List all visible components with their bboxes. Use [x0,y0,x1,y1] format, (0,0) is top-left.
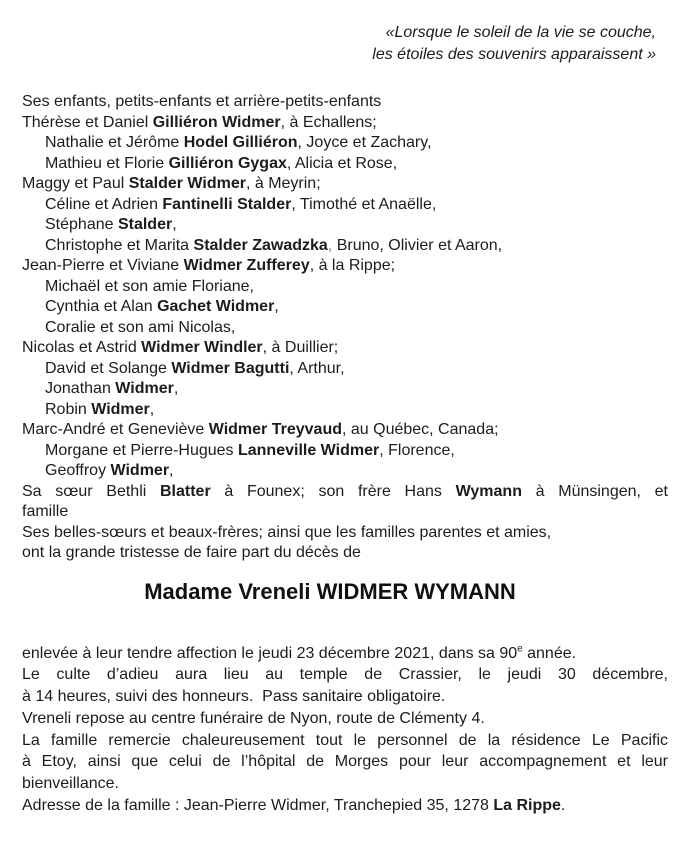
family-name-bold: Hodel Gilliéron [183,134,298,151]
text-segment: , [327,236,333,254]
text-segment: Sa sœur Bethli [22,482,160,500]
text-segment: , [274,298,279,315]
family-name-bold: Widmer [91,400,150,418]
text-segment: , Timothé et Anaëlle, [291,195,437,213]
text-segment: enlevée à leur tendre affection le jeudi 23 décembre 2021, dans sa 90 [22,644,518,662]
family-line [22,523,668,544]
deceased-name-title: Madame Vreneli WIDMER WYMANN [144,578,516,604]
text-segment: Stéphane [45,216,118,233]
text-segment: Maggy et Paul [22,175,129,192]
text-segment: Mathieu et Florie [45,154,169,172]
text-segment: Marc-André et Geneviève [22,421,209,438]
text-segment: à Founex; son frère Hans [210,482,456,500]
text-segment: année. [522,644,577,662]
text-segment: Robin [45,400,92,418]
text-segment: Nathalie et Jérôme [45,134,184,151]
text-segment: , à Meyrin; [245,175,321,192]
text-segment: , [172,216,177,233]
text-segment: , Arthur, [289,359,345,377]
detail-line [22,751,668,773]
text-segment: , [149,400,155,418]
family-name-bold: Gilliéron Widmer [152,113,281,131]
family-name-bold: Stalder Zawadzka [193,236,328,254]
family-line [22,338,668,359]
text-segment: Christophe et Marita [45,236,194,254]
family-name-bold: Widmer [110,462,170,479]
family-line [22,297,668,318]
text-segment: , au Québec, Canada; [341,421,499,438]
family-name-bold: Stalder [117,216,173,233]
text-segment: Vreneli repose au centre funéraire de Nyon, route de Clémenty 4. [22,709,485,727]
text-segment: Cynthia et Alan [45,298,158,315]
text-segment: . [560,797,566,815]
text-segment: Coralie et son ami Nicolas, [45,318,236,336]
text-segment: Jean-Pierre et Viviane [22,257,184,274]
text-segment: famille [22,503,69,520]
text-segment: bienveillance. [22,775,119,793]
quote-line-2: les étoiles des souvenirs apparaissent » [372,46,656,63]
family-line [22,482,668,503]
text-segment: ont la grande tristesse de faire part du décès de [22,544,361,561]
family-name-bold: Widmer [115,380,174,397]
text-segment: Bruno, Olivier et Aaron, [332,236,503,254]
text-segment: Nicolas et Astrid [22,339,142,356]
family-line [22,441,668,462]
family-name-bold: La Rippe [493,797,561,815]
family-line [22,359,668,380]
family-name-bold: Lanneville Widmer [237,441,380,459]
text-segment: , à Duillier; [262,339,339,356]
text-segment: Thérèse et Daniel [22,113,153,131]
family-name-bold: Widmer Windler [141,339,263,356]
text-segment: Geoffroy [45,462,111,479]
text-segment: à Etoy, ainsi que celui de l’hôpital de Morges pour leur accompagnement et leur [22,753,668,771]
family-name-bold: Wymann [455,482,522,500]
text-segment: , [173,380,179,397]
text-segment: Adresse de la famille : Jean-Pierre Widmer, Tranchepied 35, 1278 [22,797,494,815]
family-line [22,174,668,195]
text-segment: à Münsingen, et [521,482,668,500]
text-segment: à 14 heures, suivi des honneurs. Pass sanitaire obligatoire. [22,688,446,706]
text-segment: Ses belles-sœurs et beaux-frères; ainsi que les familles parentes et amies, [22,523,552,541]
text-segment: , [169,462,174,479]
family-name-bold: Gachet Widmer [157,298,275,315]
family-list [22,92,668,564]
family-name-bold: Fantinelli Stalder [162,195,292,213]
family-line [22,215,668,236]
family-name-bold: Stalder Widmer [128,175,246,192]
detail-line [22,708,668,730]
family-line [22,400,668,421]
family-name-bold: Widmer Treyvaud [208,421,342,438]
text-segment: , à Echallens; [280,113,377,131]
quote-line-1: «Lorsque le soleil de la vie se couche, [385,24,656,41]
text-segment: David et Solange [45,359,172,377]
text-segment: , Florence, [379,441,455,459]
family-name-bold: Widmer Bagutti [171,359,290,377]
text-segment: Ses enfants, petits-enfants et arrière-petits-enfants [22,93,382,110]
family-line [22,113,668,134]
family-line [22,154,668,175]
detail-line [22,643,668,665]
family-line [22,461,668,482]
family-line [22,379,668,400]
family-line [22,256,668,277]
detail-line [22,795,668,817]
family-line [22,195,668,216]
text-segment: , Alicia et Rose, [286,154,398,172]
text-segment: La famille remercie chaleureusement tout le personnel de la résidence Le Pacific [22,731,668,749]
text-segment: Morgane et Pierre-Hugues [45,441,238,459]
detail-line [22,664,668,686]
text-segment: e [517,643,523,655]
family-line [22,502,668,523]
text-segment: Jonathan [45,380,116,397]
family-line [22,277,668,298]
family-line [22,236,668,257]
family-line [22,133,668,154]
text-segment: Michaël et son amie Floriane, [45,277,254,295]
family-name-bold: Widmer Zufferey [183,257,310,274]
family-line [22,92,668,113]
text-segment: , Joyce et Zachary, [297,134,432,151]
detail-line [22,686,668,708]
family-name-bold: Blatter [160,482,211,500]
detail-line [22,773,668,795]
text-segment: , à la Rippe; [309,257,396,274]
opening-quote [22,22,668,66]
family-line [22,420,668,441]
family-line [22,318,668,339]
detail-line [22,730,668,752]
family-line [22,543,668,564]
text-segment: Le culte d’adieu aura lieu au temple de Crassier, le jeudi 30 décembre, [22,666,668,684]
text-segment: Céline et Adrien [45,195,163,213]
family-name-bold: Gilliéron Gygax [168,154,287,172]
funeral-details [22,643,668,817]
